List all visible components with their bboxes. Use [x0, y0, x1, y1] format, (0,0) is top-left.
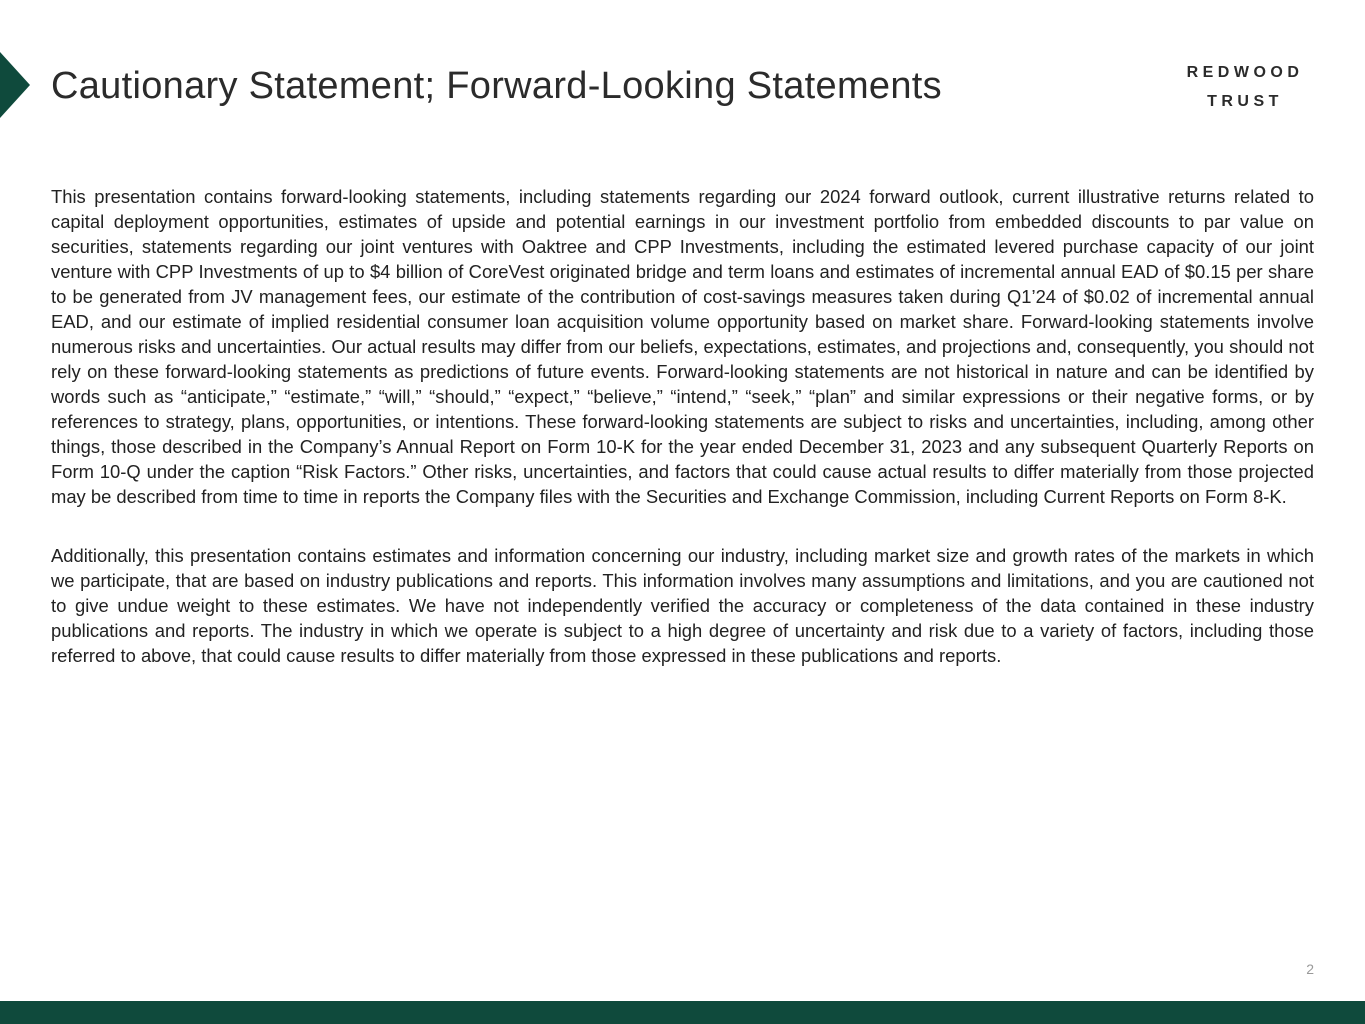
industry-data-paragraph: Additionally, this presentation contains estimates and information concerning our industry, including market size and growth rates of the markets in which we participate, that are based on industry publications and reports. This information involves many assumptions and limitations, and you are cautioned not to give undue weight to these estimates. We have not independently verified the accuracy or completeness of the data contained in these industry publications and reports. The industry in which we operate is subject to a high degree of uncertainty and risk due to a variety of factors, including those referred to above, that could cause results to differ materially from those expressed in these publications and reports.	[51, 545, 1314, 666]
statement-body	[51, 184, 1314, 668]
page-title: Cautionary Statement; Forward-Looking Statements	[51, 65, 942, 107]
title-accent-chevron	[0, 52, 30, 118]
forward-looking-paragraph: This presentation contains forward-looking statements, including statements regarding our 2024 forward outlook, current illustrative returns related to capital deployment opportunities, estimates of upside and potential earnings in our investment portfolio from embedded discounts to par value on securities, statements regarding our joint ventures with Oaktree and CPP Investments, including the estimated levered purchase capacity of our joint venture with CPP Investments of up to $4 billion of CoreVest originated bridge and term loans and estimates of incremental annual EAD of $0.15 per share to be generated from JV management fees, our estimate of the contribution of cost-savings measures taken during Q1’24 of $0.02 of incremental annual EAD, and our estimate of implied residential consumer loan acquisition volume opportunity based on market share. Forward-looking statements involve numerous risks and uncertainties. Our actual results may differ from our beliefs, expectations, estimates, and projections and, consequently, you should not rely on these forward-looking statements as predictions of future events. Forward-looking statements are not historical in nature and can be identified by words such as “anticipate,” “estimate,” “will,” “should,” “expect,” “believe,” “intend,” “seek,” “plan” and similar expressions or their negative forms, or by references to strategy, plans, opportunities, or intentions. These forward-looking statements are subject to risks and uncertainties, including, among other things, those described in the Company’s Annual Report on Form 10-K for the year ended December 31, 2023 and any subsequent Quarterly Reports on Form 10-Q under the caption “Risk Factors.” Other risks, uncertainties, and factors that could cause actual results to differ materially from those projected may be described from time to time in reports the Company files with the Securities and Exchange Commission, including Current Reports on Form 8-K.	[51, 186, 1314, 507]
logo-line-1: REDWOOD	[1186, 64, 1304, 81]
page-number: 2	[1306, 961, 1314, 977]
footer-bar	[0, 1001, 1365, 1024]
logo-line-2: TRUST	[1207, 93, 1283, 110]
redwood-trust-logo	[1165, 62, 1325, 113]
